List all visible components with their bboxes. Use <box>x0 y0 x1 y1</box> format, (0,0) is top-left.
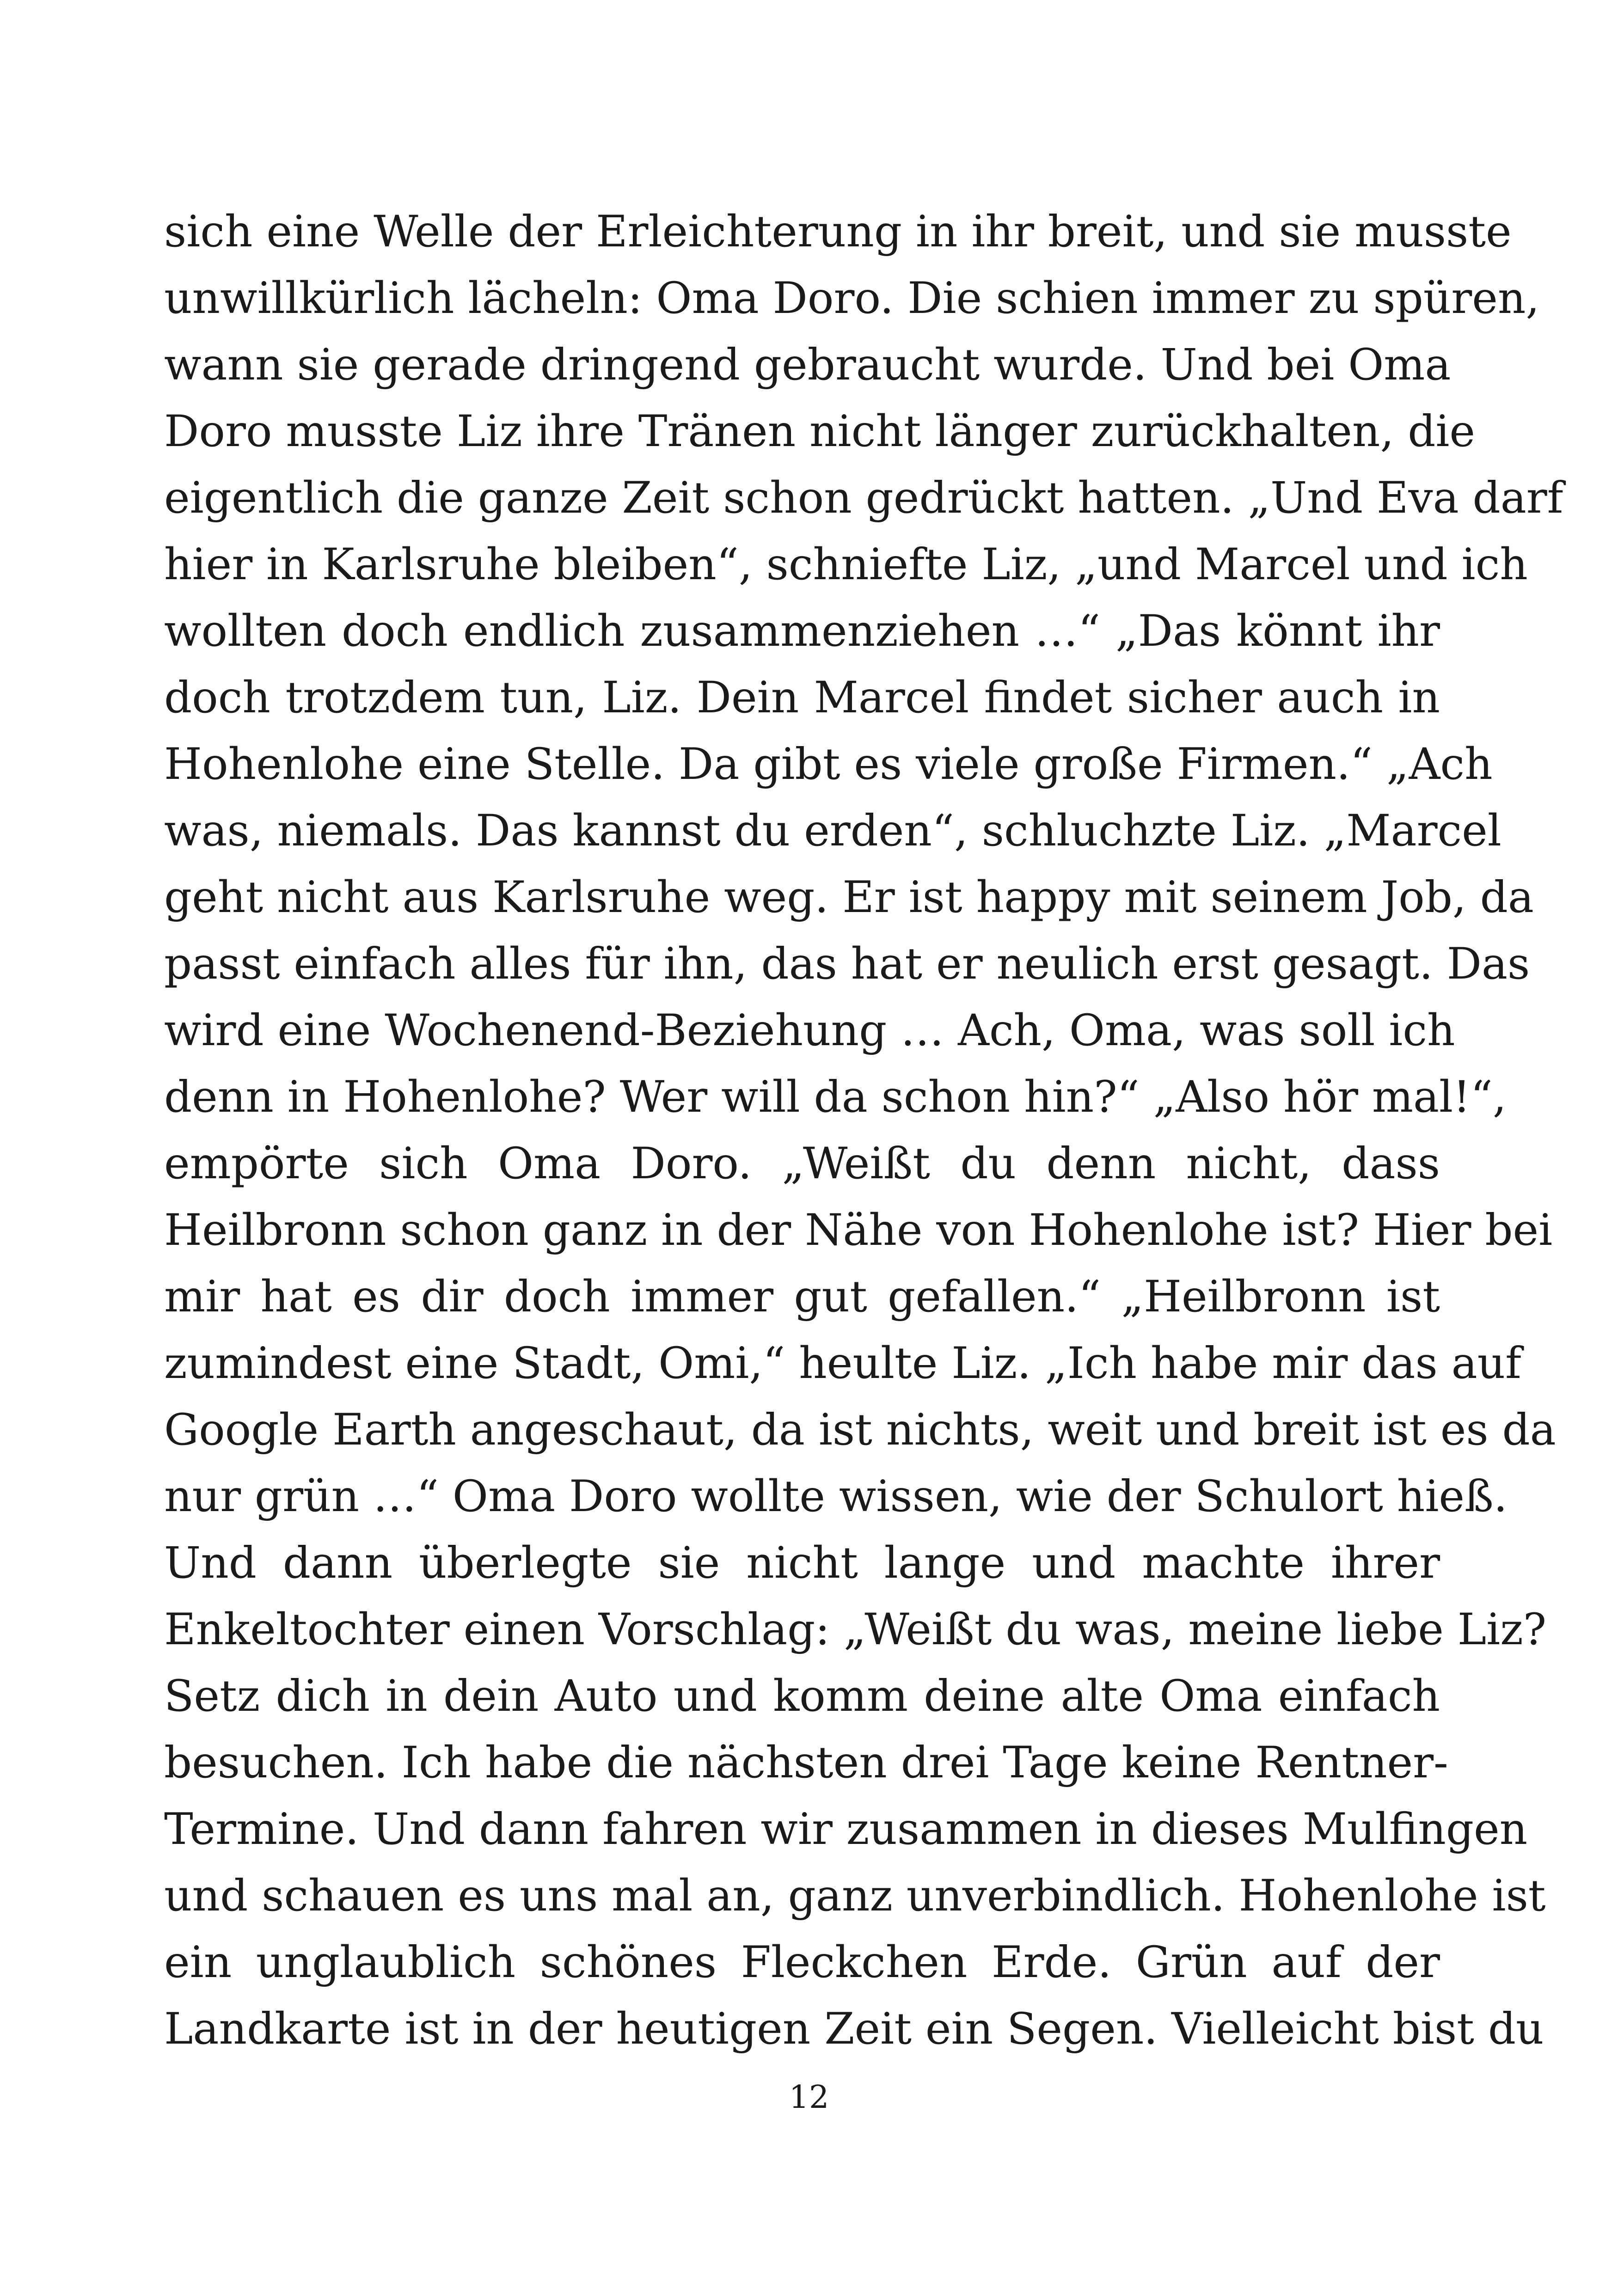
text-line: empörte sich Oma Doro. „Weißt du denn nicht, dass <box>164 1139 1440 1189</box>
text-line: Heilbronn schon ganz in der Nähe von Hohenlohe ist? Hier bei <box>164 1205 1553 1255</box>
page-number: 12 <box>789 2079 829 2116</box>
body-text <box>164 199 1563 2063</box>
text-line: Enkeltochter einen Vorschlag: „Weißt du was, meine liebe Liz? <box>164 1604 1547 1655</box>
text-line: wird eine Wochenend-Beziehung … Ach, Oma, was soll ich <box>164 1005 1455 1056</box>
text-line: besuchen. Ich habe die nächsten drei Tage keine Rentner- <box>164 1738 1448 1788</box>
text-line: doch trotzdem tun, Liz. Dein Marcel findet sicher auch in <box>164 673 1440 723</box>
text-line: Termine. Und dann fahren wir zusammen in dieses Mulfingen <box>164 1804 1528 1855</box>
text-line: Landkarte ist in der heutigen Zeit ein Segen. Vielleicht bist du <box>164 2004 1544 2054</box>
text-line: Setz dich in dein Auto und komm deine alte Oma einfach <box>164 1671 1440 1721</box>
text-line: unwillkürlich lächeln: Oma Doro. Die schien immer zu spüren, <box>164 273 1540 324</box>
text-line: und schauen es uns mal an, ganz unverbindlich. Hohenlohe ist <box>164 1871 1546 1921</box>
text-line: mir hat es dir doch immer gut gefallen.“ „Heilbronn ist <box>164 1272 1440 1322</box>
text-line: eigentlich die ganze Zeit schon gedrückt hatten. „Und Eva darf <box>164 473 1563 523</box>
text-line: sich eine Welle der Erleichterung in ihr breit, und sie musste <box>164 207 1512 257</box>
text-line: ein unglaublich schönes Fleckchen Erde. Grün auf der <box>164 1937 1440 1988</box>
text-line: wollten doch endlich zusammenziehen …“ „Das könnt ihr <box>164 606 1440 656</box>
text-line: passt einfach alles für ihn, das hat er neulich erst gesagt. Das <box>164 939 1530 989</box>
text-line: wann sie gerade dringend gebraucht wurde. Und bei Oma <box>164 340 1451 390</box>
text-line: zumindest eine Stadt, Omi,“ heulte Liz. „Ich habe mir das auf <box>164 1338 1521 1389</box>
text-line: geht nicht aus Karlsruhe weg. Er ist happy mit seinem Job, da <box>164 872 1534 923</box>
text-line: hier in Karlsruhe bleiben“, schniefte Liz, „und Marcel und ich <box>164 539 1528 590</box>
text-line: was, niemals. Das kannst du erden“, schluchzte Liz. „Marcel <box>164 806 1502 856</box>
text-line: nur grün …“ Oma Doro wollte wissen, wie der Schulort hieß. <box>164 1471 1508 1522</box>
text-line: Google Earth angeschaut, da ist nichts, weit und breit ist es da <box>164 1405 1556 1455</box>
text-line: Und dann überlegte sie nicht lange und machte ihrer <box>164 1538 1440 1588</box>
text-line: Hohenlohe eine Stelle. Da gibt es viele große Firmen.“ „Ach <box>164 739 1493 790</box>
text-line: Doro musste Liz ihre Tränen nicht länger zurückhalten, die <box>164 406 1476 457</box>
text-line: denn in Hohenlohe? Wer will da schon hin?“ „Also hör mal!“, <box>164 1072 1507 1122</box>
